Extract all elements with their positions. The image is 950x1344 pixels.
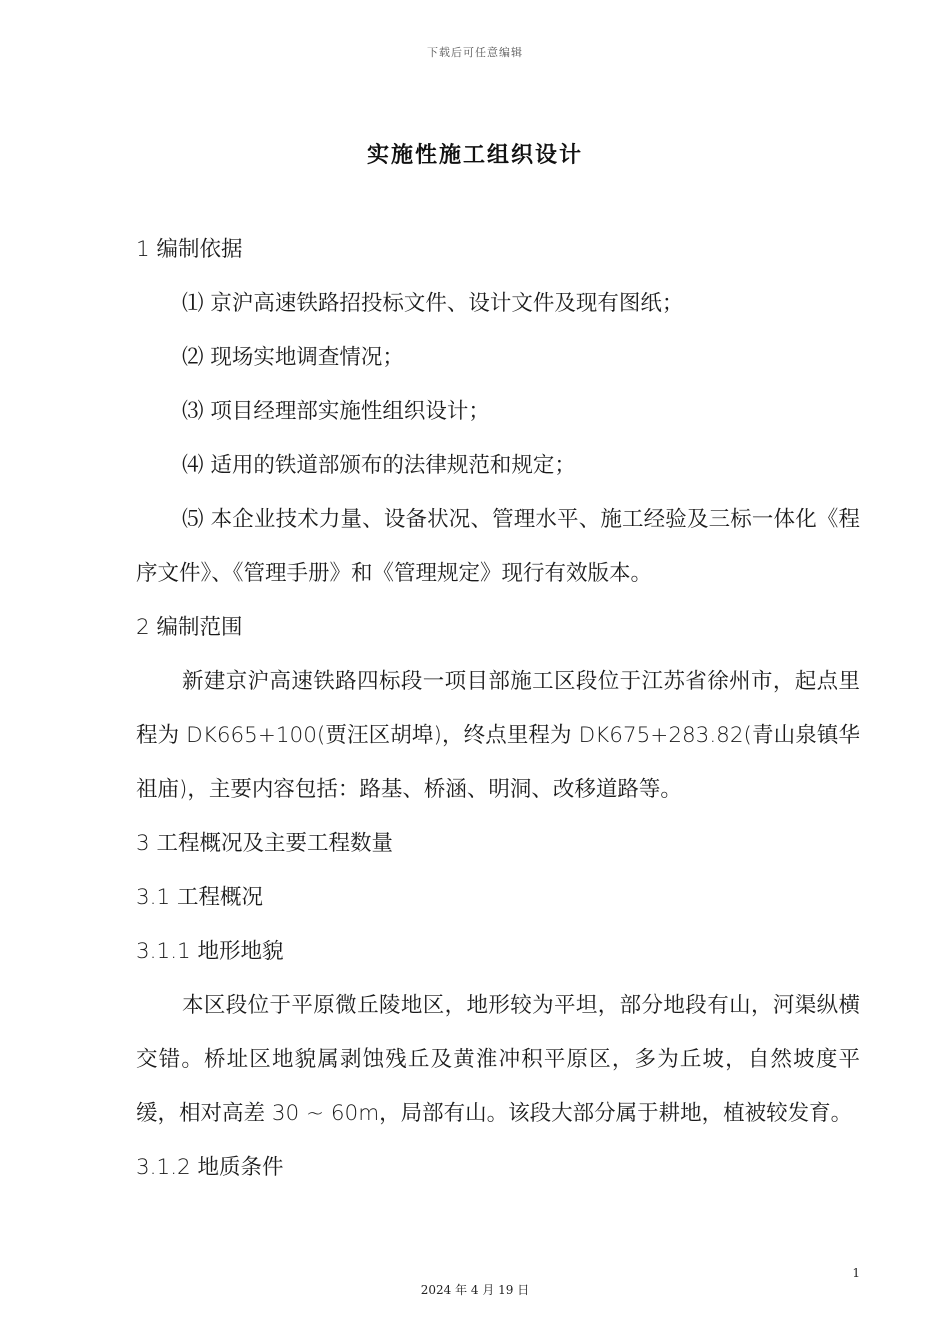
document-title: 实施性施工组织设计 [366, 143, 583, 168]
section-heading-3: 3 工程概况及主要工程数量 [136, 831, 394, 856]
subsection-heading-3-1-2: 3.1.2 地质条件 [136, 1155, 284, 1180]
page-number: 1 [852, 1266, 860, 1280]
basis-item-2: ⑵ 现场实地调查情况； [182, 345, 404, 370]
basis-item-5: ⑸ 本企业技术力量、设备状况、管理水平、施工经验及三标一体化《程序文件》、《管理手册》和《管理规定》现行有效版本。 [136, 507, 860, 586]
footer-date: 2024 年 4 月 19 日 [420, 1283, 530, 1297]
section-heading-1: 1 编制依据 [136, 237, 243, 262]
basis-item-3: ⑶ 项目经理部实施性组织设计； [182, 399, 490, 424]
terrain-paragraph: 本区段位于平原微丘陵地区，地形较为平坦，部分地段有山，河渠纵横交错。桥址区地貌属剥蚀残丘及黄淮冲积平原区，多为丘坡，自然坡度平缓，相对高差 30 ~ 60m，局部有山。该段大部分属于耕地，植被较发育。 [136, 993, 860, 1126]
subsection-heading-3-1: 3.1 工程概况 [136, 885, 264, 910]
subsection-heading-3-1-1: 3.1.1 地形地貌 [136, 939, 284, 964]
section-heading-2: 2 编制范围 [136, 615, 243, 640]
scope-paragraph: 新建京沪高速铁路四标段一项目部施工区段位于江苏省徐州市，起点里程为 DK665+100(贾汪区胡埠)，终点里程为 DK675+283.82(青山泉镇华祖庙)，主要内容包括：路基、桥涵、明洞、改移道路等。 [136, 669, 860, 802]
basis-item-4: ⑷ 适用的铁道部颁布的法律规范和规定； [182, 453, 576, 478]
header-note: 下载后可任意编辑 [427, 46, 523, 59]
basis-item-1: ⑴ 京沪高速铁路招投标文件、设计文件及现有图纸； [182, 291, 684, 316]
document-body [136, 223, 860, 1195]
